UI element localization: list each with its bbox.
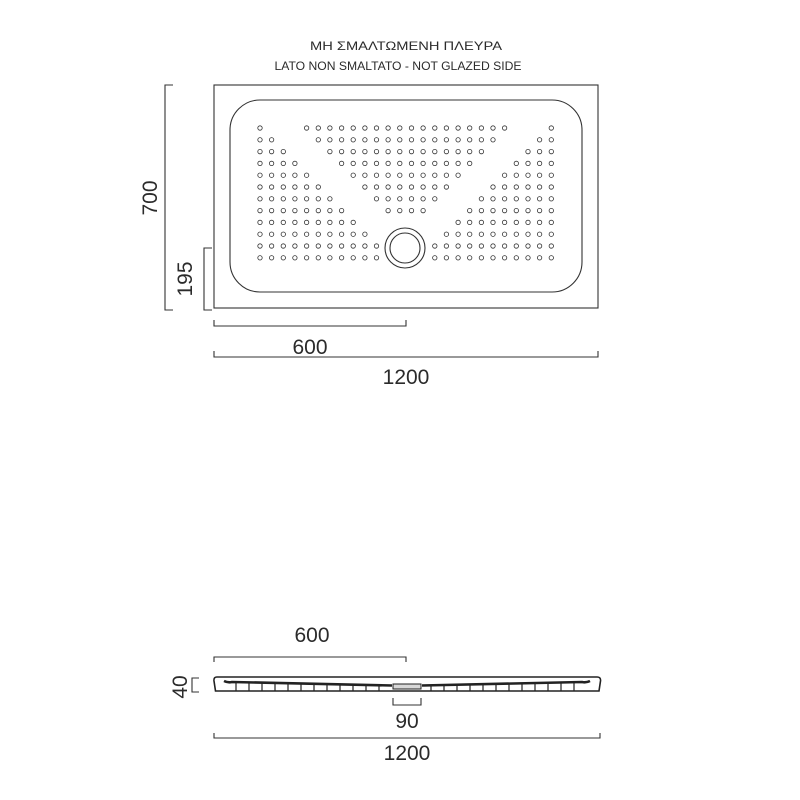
perforation-dot xyxy=(269,244,273,248)
perforation-dot xyxy=(304,185,308,189)
perforation-dot xyxy=(537,173,541,177)
perforation-dot xyxy=(328,138,332,142)
perforation-dot xyxy=(398,173,402,177)
perforation-dot xyxy=(258,244,262,248)
perforation-dot xyxy=(526,197,530,201)
perforation-dot xyxy=(293,161,297,165)
perforation-dot xyxy=(537,256,541,260)
perforation-dot xyxy=(468,232,472,236)
perforation-dot xyxy=(526,256,530,260)
perforation-dot xyxy=(433,185,437,189)
perforation-dot xyxy=(316,126,320,130)
perforation-dot xyxy=(398,126,402,130)
perforation-dot xyxy=(293,208,297,212)
perforation-dot xyxy=(328,149,332,153)
perforation-dot xyxy=(491,232,495,236)
perforation-dot xyxy=(537,138,541,142)
perforation-dot xyxy=(526,232,530,236)
perforation-dot xyxy=(339,138,343,142)
perforation-dot xyxy=(444,161,448,165)
perforation-dot xyxy=(293,173,297,177)
perforation-dot xyxy=(386,138,390,142)
length-dimension-line xyxy=(214,351,598,357)
perforation-dot xyxy=(269,185,273,189)
perforation-dot xyxy=(444,138,448,142)
perforation-dot xyxy=(491,185,495,189)
perforation-dot xyxy=(444,256,448,260)
perforation-dot xyxy=(281,149,285,153)
perforation-dot xyxy=(386,173,390,177)
perforation-dot xyxy=(537,149,541,153)
perforation-dot xyxy=(549,197,553,201)
perforation-dot xyxy=(468,161,472,165)
perforation-dot xyxy=(502,197,506,201)
perforation-dot xyxy=(398,208,402,212)
perforation-dot xyxy=(409,197,413,201)
perforation-dot xyxy=(351,161,355,165)
perforation-dot xyxy=(258,161,262,165)
perforation-dot xyxy=(491,244,495,248)
perforation-dot xyxy=(456,232,460,236)
perforation-dot xyxy=(304,126,308,130)
title-greek: ΜΗ ΣΜΑΛΤΩΜΕΝΗ ΠΛΕΥΡΑ xyxy=(310,39,502,53)
drain-center-dimension-label: 600 xyxy=(292,336,328,359)
perforation-dot xyxy=(304,256,308,260)
tray-profile xyxy=(214,677,601,691)
length-dimension-label: 1200 xyxy=(382,366,430,389)
perforation-dot xyxy=(491,138,495,142)
perforation-dot xyxy=(479,244,483,248)
perforation-dot xyxy=(281,232,285,236)
perforation-dot xyxy=(374,149,378,153)
perforation-dot xyxy=(479,208,483,212)
perforation-dot xyxy=(339,256,343,260)
drain-offset-dimension-label: 195 xyxy=(174,261,197,297)
perforation-dot xyxy=(468,256,472,260)
height-dimension-label: 700 xyxy=(139,180,162,216)
perforation-dot xyxy=(351,173,355,177)
perforation-dot xyxy=(363,185,367,189)
perforation-dot xyxy=(514,244,518,248)
perforation-dot xyxy=(398,185,402,189)
thickness-dimension-label: 40 xyxy=(169,675,192,699)
perforation-dot xyxy=(479,256,483,260)
perforation-dot xyxy=(351,220,355,224)
drain-center-dimension-line xyxy=(214,320,406,326)
perforation-dot xyxy=(491,197,495,201)
perforation-dot xyxy=(444,149,448,153)
perforation-dot xyxy=(456,220,460,224)
perforation-pattern xyxy=(258,126,554,260)
perforation-dot xyxy=(386,126,390,130)
perforation-dot xyxy=(456,161,460,165)
perforation-dot xyxy=(258,197,262,201)
perforation-dot xyxy=(281,220,285,224)
perforation-dot xyxy=(456,256,460,260)
perforation-dot xyxy=(421,149,425,153)
perforation-dot xyxy=(269,173,273,177)
perforation-dot xyxy=(269,208,273,212)
perforation-dot xyxy=(293,220,297,224)
perforation-dot xyxy=(293,197,297,201)
perforation-dot xyxy=(409,138,413,142)
perforation-dot xyxy=(269,138,273,142)
perforation-dot xyxy=(374,256,378,260)
perforation-dot xyxy=(444,126,448,130)
perforation-dot xyxy=(328,197,332,201)
perforation-dot xyxy=(526,185,530,189)
perforation-dot xyxy=(409,149,413,153)
perforation-dot xyxy=(398,149,402,153)
perforation-dot xyxy=(433,126,437,130)
perforation-dot xyxy=(433,244,437,248)
perforation-dot xyxy=(549,232,553,236)
perforation-dot xyxy=(269,197,273,201)
section-length-dimension-label: 1200 xyxy=(383,742,431,765)
perforation-dot xyxy=(386,161,390,165)
perforation-dot xyxy=(328,256,332,260)
perforation-dot xyxy=(316,185,320,189)
perforation-dot xyxy=(328,244,332,248)
perforation-dot xyxy=(363,256,367,260)
perforation-dot xyxy=(304,208,308,212)
profile-drain xyxy=(393,684,421,689)
perforation-dot xyxy=(537,161,541,165)
perforation-dot xyxy=(444,244,448,248)
perforation-dot xyxy=(468,138,472,142)
perforation-dot xyxy=(281,244,285,248)
perforation-dot xyxy=(491,220,495,224)
perforation-dot xyxy=(421,161,425,165)
perforation-dot xyxy=(328,232,332,236)
perforation-dot xyxy=(409,208,413,212)
perforation-dot xyxy=(363,244,367,248)
drain-width-dimension-line xyxy=(393,698,421,705)
perforation-dot xyxy=(537,244,541,248)
perforation-dot xyxy=(549,256,553,260)
perforation-dot xyxy=(456,138,460,142)
perforation-dot xyxy=(549,220,553,224)
perforation-dot xyxy=(421,208,425,212)
perforation-dot xyxy=(374,173,378,177)
perforation-dot xyxy=(304,173,308,177)
perforation-dot xyxy=(316,244,320,248)
perforation-dot xyxy=(433,149,437,153)
perforation-dot xyxy=(363,161,367,165)
perforation-dot xyxy=(363,149,367,153)
perforation-dot xyxy=(293,185,297,189)
perforation-dot xyxy=(433,197,437,201)
perforation-dot xyxy=(328,126,332,130)
perforation-dot xyxy=(456,149,460,153)
perforation-dot xyxy=(316,256,320,260)
title-latin: LATO NON SMALTATO - NOT GLAZED SIDE xyxy=(274,59,522,73)
perforation-dot xyxy=(433,161,437,165)
perforation-dot xyxy=(339,244,343,248)
perforation-dot xyxy=(526,149,530,153)
perforation-dot xyxy=(316,220,320,224)
perforation-dot xyxy=(514,232,518,236)
perforation-dot xyxy=(433,138,437,142)
drain-offset-dimension-line xyxy=(204,248,212,310)
perforation-dot xyxy=(351,256,355,260)
perforation-dot xyxy=(526,161,530,165)
plan-view xyxy=(139,85,598,389)
perforation-dot xyxy=(456,126,460,130)
perforation-dot xyxy=(339,126,343,130)
perforation-dot xyxy=(351,138,355,142)
perforation-dot xyxy=(304,197,308,201)
height-dimension-line xyxy=(165,85,173,310)
perforation-dot xyxy=(398,197,402,201)
perforation-dot xyxy=(304,244,308,248)
perforation-dot xyxy=(339,149,343,153)
perforation-dot xyxy=(258,208,262,212)
perforation-dot xyxy=(526,244,530,248)
perforation-dot xyxy=(502,185,506,189)
perforation-dot xyxy=(386,197,390,201)
perforation-dot xyxy=(316,197,320,201)
perforation-dot xyxy=(258,126,262,130)
perforation-dot xyxy=(421,138,425,142)
perforation-dot xyxy=(409,185,413,189)
perforation-dot xyxy=(502,126,506,130)
perforation-dot xyxy=(491,208,495,212)
perforation-dot xyxy=(328,208,332,212)
perforation-dot xyxy=(363,138,367,142)
drain xyxy=(385,228,425,268)
perforation-dot xyxy=(502,173,506,177)
thickness-dimension-line xyxy=(192,678,199,692)
section-length-dimension-line xyxy=(214,733,600,738)
perforation-dot xyxy=(258,220,262,224)
section-view xyxy=(169,624,601,765)
perforation-dot xyxy=(293,244,297,248)
perforation-dot xyxy=(537,208,541,212)
perforation-dot xyxy=(316,208,320,212)
perforation-dot xyxy=(258,149,262,153)
perforation-dot xyxy=(456,173,460,177)
perforation-dot xyxy=(269,161,273,165)
perforation-dot xyxy=(502,256,506,260)
perforation-dot xyxy=(514,161,518,165)
perforation-dot xyxy=(468,126,472,130)
section-drain-center-dimension-line xyxy=(214,657,406,662)
perforation-dot xyxy=(468,208,472,212)
perforation-dot xyxy=(514,256,518,260)
perforation-dot xyxy=(351,149,355,153)
perforation-dot xyxy=(258,232,262,236)
perforation-dot xyxy=(281,208,285,212)
perforation-dot xyxy=(363,126,367,130)
perforation-dot xyxy=(374,185,378,189)
perforation-dot xyxy=(479,220,483,224)
perforation-dot xyxy=(281,161,285,165)
perforation-dot xyxy=(374,197,378,201)
perforation-dot xyxy=(398,138,402,142)
perforation-dot xyxy=(269,256,273,260)
perforation-dot xyxy=(514,220,518,224)
section-drain-center-dimension-label: 600 xyxy=(294,624,330,647)
perforation-dot xyxy=(386,185,390,189)
perforation-dot xyxy=(514,208,518,212)
perforation-dot xyxy=(339,208,343,212)
perforation-dot xyxy=(281,173,285,177)
perforation-dot xyxy=(479,138,483,142)
perforation-dot xyxy=(281,185,285,189)
perforation-dot xyxy=(491,256,495,260)
perforation-dot xyxy=(374,126,378,130)
perforation-dot xyxy=(514,173,518,177)
perforation-dot xyxy=(339,232,343,236)
perforation-dot xyxy=(537,197,541,201)
perforation-dot xyxy=(328,220,332,224)
perforation-dot xyxy=(549,244,553,248)
perforation-dot xyxy=(537,220,541,224)
perforation-dot xyxy=(398,161,402,165)
perforation-dot xyxy=(258,256,262,260)
perforation-dot xyxy=(316,138,320,142)
perforation-dot xyxy=(468,244,472,248)
perforation-dot xyxy=(421,197,425,201)
perforation-dot xyxy=(479,149,483,153)
perforation-dot xyxy=(502,208,506,212)
perforation-dot xyxy=(468,220,472,224)
perforation-dot xyxy=(374,138,378,142)
perforation-dot xyxy=(491,126,495,130)
perforation-dot xyxy=(258,173,262,177)
perforation-dot xyxy=(444,173,448,177)
perforation-dot xyxy=(386,208,390,212)
perforation-dot xyxy=(421,173,425,177)
perforation-dot xyxy=(304,220,308,224)
perforation-dot xyxy=(502,232,506,236)
perforation-dot xyxy=(339,161,343,165)
perforation-dot xyxy=(269,232,273,236)
perforation-dot xyxy=(549,138,553,142)
perforation-dot xyxy=(502,220,506,224)
perforation-dot xyxy=(549,126,553,130)
perforation-dot xyxy=(281,197,285,201)
perforation-dot xyxy=(386,149,390,153)
perforation-dot xyxy=(374,244,378,248)
perforation-dot xyxy=(526,173,530,177)
perforation-dot xyxy=(479,197,483,201)
perforation-dot xyxy=(549,173,553,177)
perforation-dot xyxy=(363,232,367,236)
perforation-dot xyxy=(502,244,506,248)
perforation-dot xyxy=(258,185,262,189)
perforation-dot xyxy=(549,149,553,153)
perforation-dot xyxy=(549,161,553,165)
drain-width-dimension-label: 90 xyxy=(395,710,419,733)
perforation-dot xyxy=(433,256,437,260)
perforation-dot xyxy=(351,244,355,248)
perforation-dot xyxy=(293,232,297,236)
perforation-dot xyxy=(316,232,320,236)
perforation-dot xyxy=(526,220,530,224)
perforation-dot xyxy=(479,126,483,130)
perforation-dot xyxy=(549,208,553,212)
perforation-dot xyxy=(409,126,413,130)
perforation-dot xyxy=(409,173,413,177)
perforation-dot xyxy=(293,256,297,260)
perforation-dot xyxy=(468,149,472,153)
drain-outer-ring xyxy=(385,228,425,268)
perforation-dot xyxy=(339,220,343,224)
perforation-dot xyxy=(409,161,413,165)
perforation-dot xyxy=(269,149,273,153)
perforation-dot xyxy=(258,138,262,142)
drain-inner-ring xyxy=(390,233,420,263)
perforation-dot xyxy=(363,173,367,177)
perforation-dot xyxy=(456,244,460,248)
perforation-dot xyxy=(374,161,378,165)
perforation-dot xyxy=(351,126,355,130)
perforation-dot xyxy=(444,232,448,236)
perforation-dot xyxy=(304,232,308,236)
perforation-dot xyxy=(444,185,448,189)
perforation-dot xyxy=(537,232,541,236)
perforation-dot xyxy=(433,173,437,177)
perforation-dot xyxy=(479,232,483,236)
perforation-dot xyxy=(514,197,518,201)
perforation-dot xyxy=(514,185,518,189)
perforation-dot xyxy=(421,126,425,130)
perforation-dot xyxy=(269,220,273,224)
perforation-dot xyxy=(421,185,425,189)
perforation-dot xyxy=(281,256,285,260)
perforation-dot xyxy=(549,185,553,189)
perforation-dot xyxy=(537,185,541,189)
perforation-dot xyxy=(351,232,355,236)
perforation-dot xyxy=(526,208,530,212)
